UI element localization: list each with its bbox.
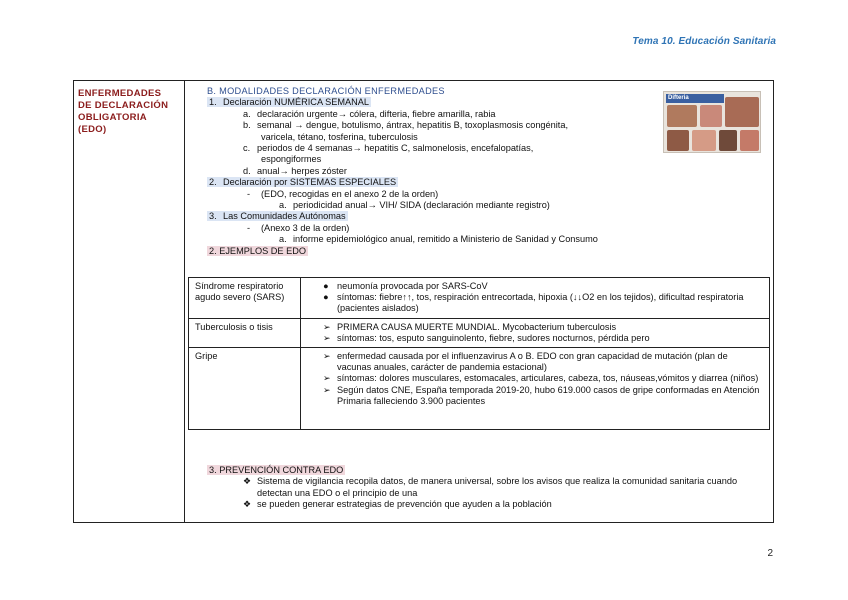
section-b-title: B. MODALIDADES DECLARACIÓN ENFERMEDADES bbox=[207, 86, 445, 96]
detail-bullet bbox=[307, 385, 764, 407]
list-text: semanal → dengue, botulismo, ántrax, hepatitis B, toxoplasmosis congénita, bbox=[257, 120, 569, 131]
list-text: anual→ herpes zóster bbox=[257, 165, 347, 176]
bullet-marker: ❖ bbox=[243, 476, 252, 487]
item-1-heading bbox=[207, 97, 767, 108]
item-2-heading bbox=[207, 177, 767, 188]
item-number: 2. bbox=[209, 177, 217, 188]
list-label: a. bbox=[279, 234, 287, 245]
detail-bullet bbox=[307, 281, 764, 292]
list-item bbox=[207, 200, 767, 211]
table-row bbox=[189, 318, 770, 347]
list-label: a. bbox=[279, 200, 287, 211]
prevention-heading bbox=[207, 465, 767, 476]
topic-label-line: OBLIGATORIA bbox=[78, 112, 147, 123]
bullet-marker: ➢ bbox=[323, 321, 331, 332]
examples-table bbox=[188, 277, 770, 430]
bullet-marker: ➢ bbox=[323, 332, 331, 343]
disease-details bbox=[301, 348, 770, 430]
prevention-title: 3. PREVENCIÓN CONTRA EDO bbox=[209, 465, 344, 475]
disease-name: Gripe bbox=[189, 348, 301, 430]
detail-text: enfermedad causada por el influenzavirus A o B. EDO con gran capacidad de mutación (plan de vacunas anuales, carácter de pandemia estacional) bbox=[337, 351, 728, 373]
item-3-heading bbox=[207, 211, 767, 222]
collage-caption: Difteria bbox=[666, 94, 724, 103]
detail-text: Según datos CNE, España temporada 2019-20, hubo 619.000 casos de gripe conformadas en Atención Primaria falleciendo 3.900 pacientes bbox=[337, 384, 760, 406]
list-item bbox=[207, 234, 767, 245]
detail-text: síntomas: fiebre↑↑, tos, respiración entrecortada, hipoxia (↓↓O2 en los tejidos), dificultad respiratoria (pacientes aislados) bbox=[337, 292, 744, 314]
examples-heading bbox=[207, 246, 767, 257]
list-item-continuation: espongiformes bbox=[261, 154, 322, 165]
topic-label-line: DE DECLARACIÓN bbox=[78, 100, 169, 111]
column-divider bbox=[184, 81, 185, 522]
list-text: periodos de 4 semanas→ hepatitis C, salmonelosis, encefalopatías, bbox=[257, 143, 534, 154]
bullet-marker: ● bbox=[323, 292, 329, 303]
item-3-title: Las Comunidades Autónomas bbox=[223, 211, 346, 222]
dash-marker: - bbox=[247, 188, 251, 199]
item-1-title: Declaración NUMÉRICA SEMANAL bbox=[223, 97, 370, 108]
topic-label-line: (EDO) bbox=[78, 124, 107, 135]
list-item bbox=[207, 109, 767, 120]
list-text: declaración urgente→ cólera, difteria, fiebre amarilla, rabia bbox=[257, 108, 496, 119]
item-number: 1. bbox=[209, 97, 217, 108]
page-header-title: Tema 10. Educación Sanitaria bbox=[632, 36, 776, 47]
list-text: periodicidad anual→ VIH/ SIDA (declaración mediante registro) bbox=[293, 200, 550, 211]
detail-bullet bbox=[307, 322, 764, 333]
list-text: (EDO, recogidas en el anexo 2 de la orden) bbox=[261, 188, 439, 199]
disease-name: Síndrome respiratorio agudo severo (SARS) bbox=[189, 278, 301, 319]
section-b-content bbox=[207, 86, 767, 257]
list-label: a. bbox=[243, 108, 251, 119]
list-label: d. bbox=[243, 165, 251, 176]
item-number: 3. bbox=[209, 211, 217, 222]
bullet-marker: ➢ bbox=[323, 384, 331, 395]
prevention-text: se pueden generar estrategias de prevención que ayuden a la población bbox=[257, 499, 552, 510]
list-item bbox=[207, 166, 767, 177]
dash-item bbox=[207, 223, 767, 234]
prevention-text: Sistema de vigilancia recopila datos, de manera universal, sobre los avisos que realiza la comunidad sanitaria cuando detectan una EDO o el principio de una bbox=[257, 476, 738, 498]
dash-item bbox=[207, 189, 767, 200]
disease-name: Tuberculosis o tisis bbox=[189, 318, 301, 347]
detail-bullet bbox=[307, 333, 764, 344]
bullet-marker: ❖ bbox=[243, 499, 252, 510]
prevention-section bbox=[207, 465, 767, 511]
detail-text: síntomas: tos, esputo sanguinolento, fiebre, sudores nocturnos, pérdida pero bbox=[337, 332, 650, 343]
disease-details bbox=[301, 318, 770, 347]
bullet-marker: ● bbox=[323, 281, 329, 291]
item-2-title: Declaración por SISTEMAS ESPECIALES bbox=[223, 177, 397, 188]
bullet-marker: ➢ bbox=[323, 351, 331, 362]
topic-label bbox=[78, 88, 182, 136]
list-item bbox=[207, 143, 767, 154]
prevention-point bbox=[207, 476, 767, 499]
topic-label-line: ENFERMEDADES bbox=[78, 88, 162, 99]
detail-text: PRIMERA CAUSA MUERTE MUNDIAL. Mycobacterium tuberculosis bbox=[337, 321, 617, 332]
detail-bullet bbox=[307, 292, 764, 314]
disease-details bbox=[301, 278, 770, 319]
detail-bullet bbox=[307, 373, 764, 384]
list-label: c. bbox=[243, 143, 251, 154]
table-row bbox=[189, 278, 770, 319]
list-text: informe epidemiológico anual, remitido a Ministerio de Sanidad y Consumo bbox=[293, 234, 598, 245]
prevention-point bbox=[207, 499, 767, 510]
bullet-marker: ➢ bbox=[323, 373, 331, 384]
list-label: b. bbox=[243, 120, 251, 131]
detail-text: neumonía provocada por SARS-CoV bbox=[337, 281, 488, 291]
examples-title: 2. EJEMPLOS DE EDO bbox=[209, 245, 307, 256]
detail-text: síntomas: dolores musculares, estomacales, articulares, cabeza, tos, náuseas,vómitos y diarrea (niños) bbox=[337, 373, 759, 384]
edo-table bbox=[73, 80, 774, 523]
dash-marker: - bbox=[247, 222, 251, 233]
detail-bullet bbox=[307, 351, 764, 373]
list-item-continuation: varicela, tétano, tosferina, tuberculosis bbox=[261, 131, 418, 142]
list-item bbox=[207, 120, 767, 131]
list-text: (Anexo 3 de la orden) bbox=[261, 222, 350, 233]
table-row bbox=[189, 348, 770, 430]
page-number: 2 bbox=[767, 548, 773, 559]
